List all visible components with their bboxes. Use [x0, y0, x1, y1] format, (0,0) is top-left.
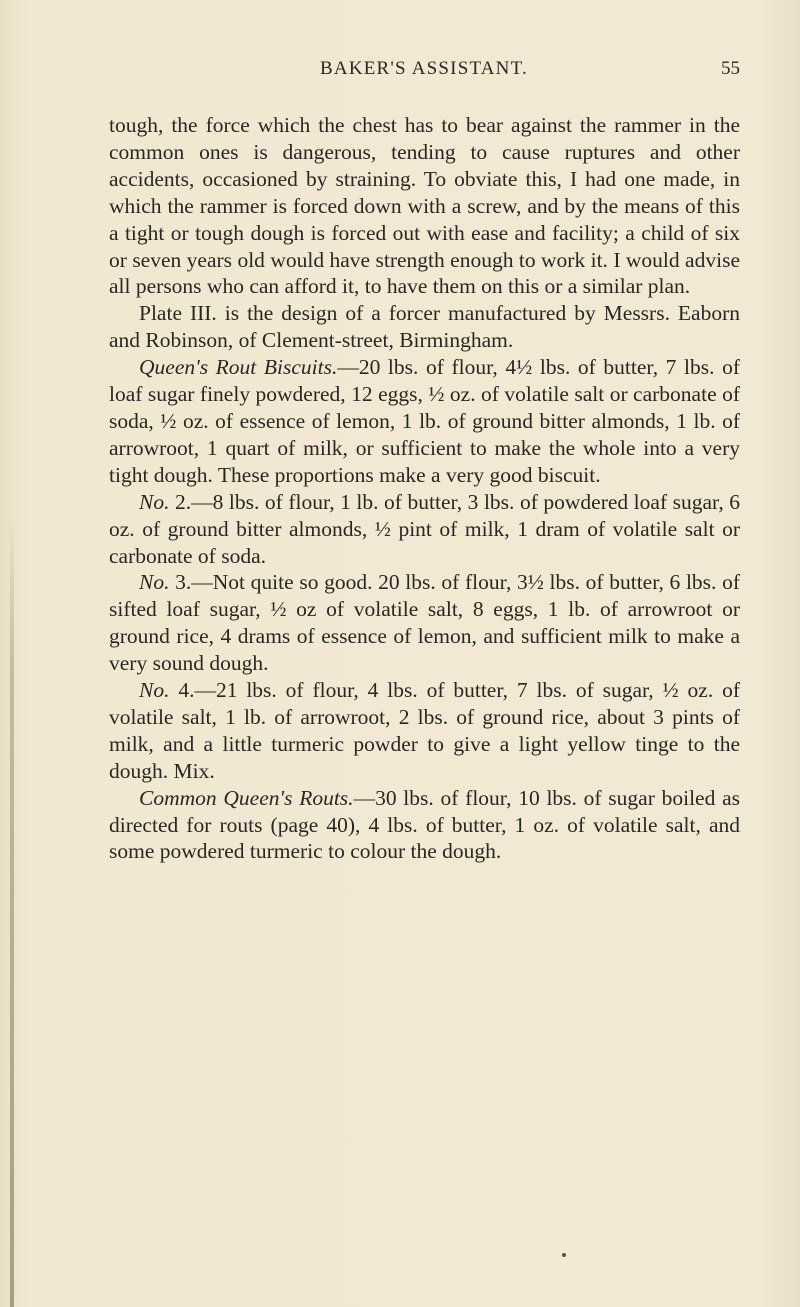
running-head: BAKER'S ASSISTANT. — [320, 58, 528, 79]
recipe-paragraph — [109, 489, 740, 570]
recipe-text: —30 lbs. of flour, 10 lbs. of sugar boiled as directed for routs (page 40), 4 lbs. of butter, 1 oz. of volatile salt, and some powdered turmeric to colour the dough. — [109, 785, 740, 864]
recipe-title: Queen's Rout Biscuits. — [139, 355, 338, 380]
recipe-title: Common Queen's Routs. — [139, 785, 354, 810]
binding-shadow — [10, 520, 14, 1307]
recipe-number-label: No. — [139, 570, 170, 595]
recipe-number-label: No. — [139, 489, 170, 514]
recipe-text: 4.—21 lbs. of flour, 4 lbs. of butter, 7 lbs. of sugar, ½ oz. of volatile salt, 1 lb. of arrowroot, 2 lbs. of ground rice, about 3 pints of milk, and a little turmeric powder to give a light yellow tinge to the dough. Mix. — [109, 678, 740, 783]
page-number: 55 — [721, 58, 740, 79]
page-header — [108, 58, 740, 84]
paragraph — [109, 112, 740, 300]
body-text — [109, 112, 740, 865]
recipe-paragraph — [109, 569, 740, 677]
recipe-paragraph — [109, 785, 740, 866]
recipe-paragraph — [109, 677, 740, 785]
ink-speck — [562, 1253, 566, 1257]
paragraph-text: Plate III. is the design of a forcer manufactured by Messrs. Eaborn and Robinson, of Clement-street, Birmingham. — [109, 301, 740, 353]
recipe-text: —20 lbs. of flour, 4½ lbs. of butter, 7 lbs. of loaf sugar finely powdered, 12 eggs, ½ oz. of volatile salt or carbonate of soda, ½ oz. of essence of lemon, 1 lb. of ground bitter almonds, 1 lb. of arrowroot, 1 quart of milk, or sufficient to make the whole into a very tight dough. These proportions make a very good biscuit. — [109, 355, 740, 487]
recipe-text: 3.—Not quite so good. 20 lbs. of flour, 3½ lbs. of butter, 6 lbs. of sifted loaf sugar, ½ oz of volatile salt, 8 eggs, 1 lb. of arrowroot or ground rice, 4 drams of essence of lemon, and sufficient milk to make a very sound dough. — [109, 570, 740, 676]
recipe-paragraph — [109, 354, 740, 489]
paragraph — [109, 300, 740, 354]
recipe-text: 2.—8 lbs. of flour, 1 lb. of butter, 3 lbs. of powdered loaf sugar, 6 oz. of ground bitter almonds, ½ pint of milk, 1 dram of volatile salt or carbonate of soda. — [109, 489, 740, 568]
paragraph-text: tough, the force which the chest has to bear against the rammer in the common ones is dangerous, tending to cause ruptures and other accidents, occasioned by straining. To obviate this, I had one made, in which the rammer is forced down with a screw, and by the means of this a tight or tough dough is forced out with ease and facility; a child of six or seven years old would have strength enough to work it. I would advise all persons who can afford it, to have them on this or a similar plan. — [109, 113, 740, 299]
recipe-number-label: No. — [139, 678, 170, 703]
